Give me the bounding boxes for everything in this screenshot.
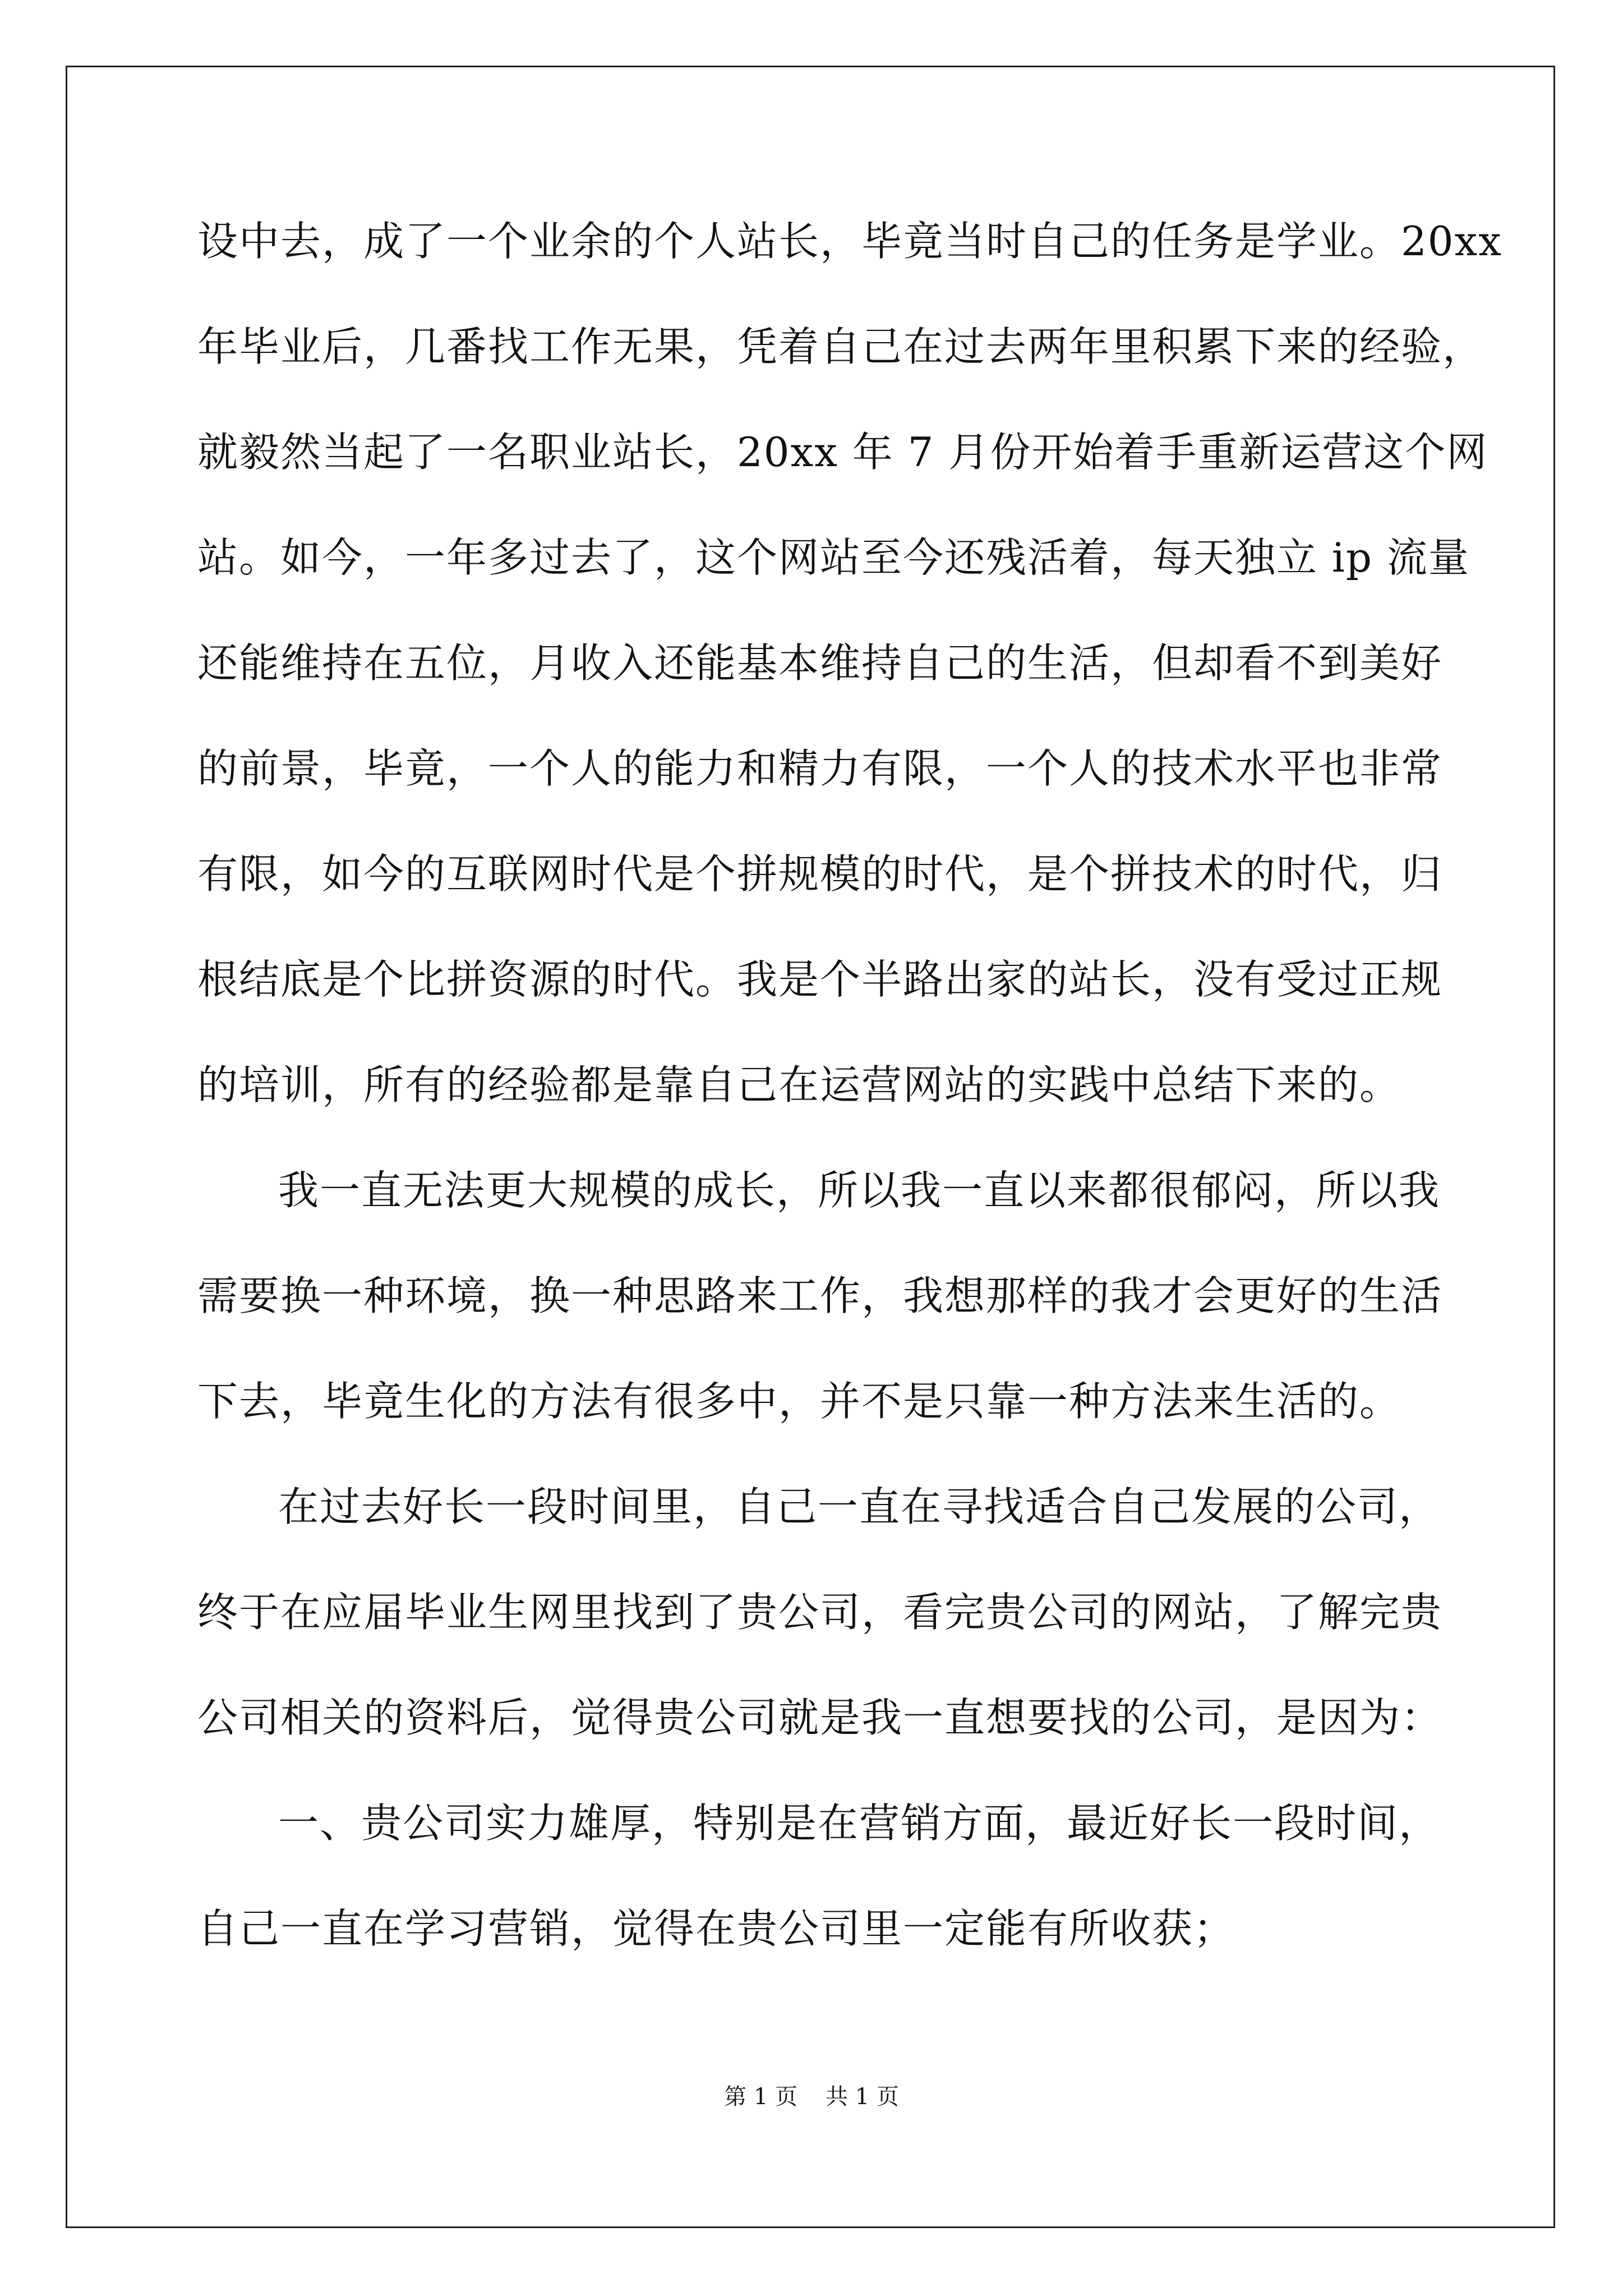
text-line: 有限，如今的互联网时代是个拼规模的时代，是个拼技术的时代，归 xyxy=(197,850,1443,898)
page-total: 共 1 页 xyxy=(826,2084,899,2110)
paragraph-start-line: 一、贵公司实力雄厚，特别是在营销方面，最近好长一段时间， xyxy=(278,1800,1441,1847)
text-line: 站。如今，一年多过去了，这个网站至今还残活着，每天独立 ip 流量 xyxy=(197,534,1470,581)
text-line: 设中去，成了一个业余的个人站长，毕竟当时自己的任务是学业。20xx xyxy=(197,218,1502,265)
paragraph-start-line: 我一直无法更大规模的成长，所以我一直以来都很郁闷，所以我 xyxy=(278,1167,1441,1214)
text-line: 终于在应届毕业生网里找到了贵公司，看完贵公司的网站，了解完贵 xyxy=(197,1589,1443,1636)
text-line: 自己一直在学习营销，觉得在贵公司里一定能有所收获； xyxy=(197,1905,1235,1952)
text-line: 年毕业后，几番找工作无果，凭着自己在过去两年里积累下来的经验， xyxy=(197,323,1484,370)
page-footer xyxy=(0,2080,1623,2114)
text-line: 下去，毕竟生化的方法有很多中，并不是只靠一种方法来生活的。 xyxy=(197,1378,1401,1425)
paragraph-start-line: 在过去好长一段时间里，自己一直在寻找适合自己发展的公司， xyxy=(278,1483,1441,1530)
text-line: 的培训，所有的经验都是靠自己在运营网站的实践中总结下来的。 xyxy=(197,1061,1401,1108)
text-line: 就毅然当起了一名职业站长，20xx 年 7 月份开始着手重新运营这个网 xyxy=(197,429,1488,476)
text-line: 根结底是个比拼资源的时代。我是个半路出家的站长，没有受过正规 xyxy=(197,956,1443,1003)
text-line: 还能维持在五位，月收入还能基本维持自己的生活，但却看不到美好 xyxy=(197,639,1443,687)
text-line: 需要换一种环境，换一种思路来工作，我想那样的我才会更好的生活 xyxy=(197,1272,1443,1319)
page-number: 第 1 页 xyxy=(724,2084,797,2110)
text-line: 公司相关的资料后，觉得贵公司就是我一直想要找的公司，是因为： xyxy=(197,1694,1443,1741)
text-line: 的前景，毕竟，一个人的能力和精力有限，一个人的技术水平也非常 xyxy=(197,745,1443,792)
